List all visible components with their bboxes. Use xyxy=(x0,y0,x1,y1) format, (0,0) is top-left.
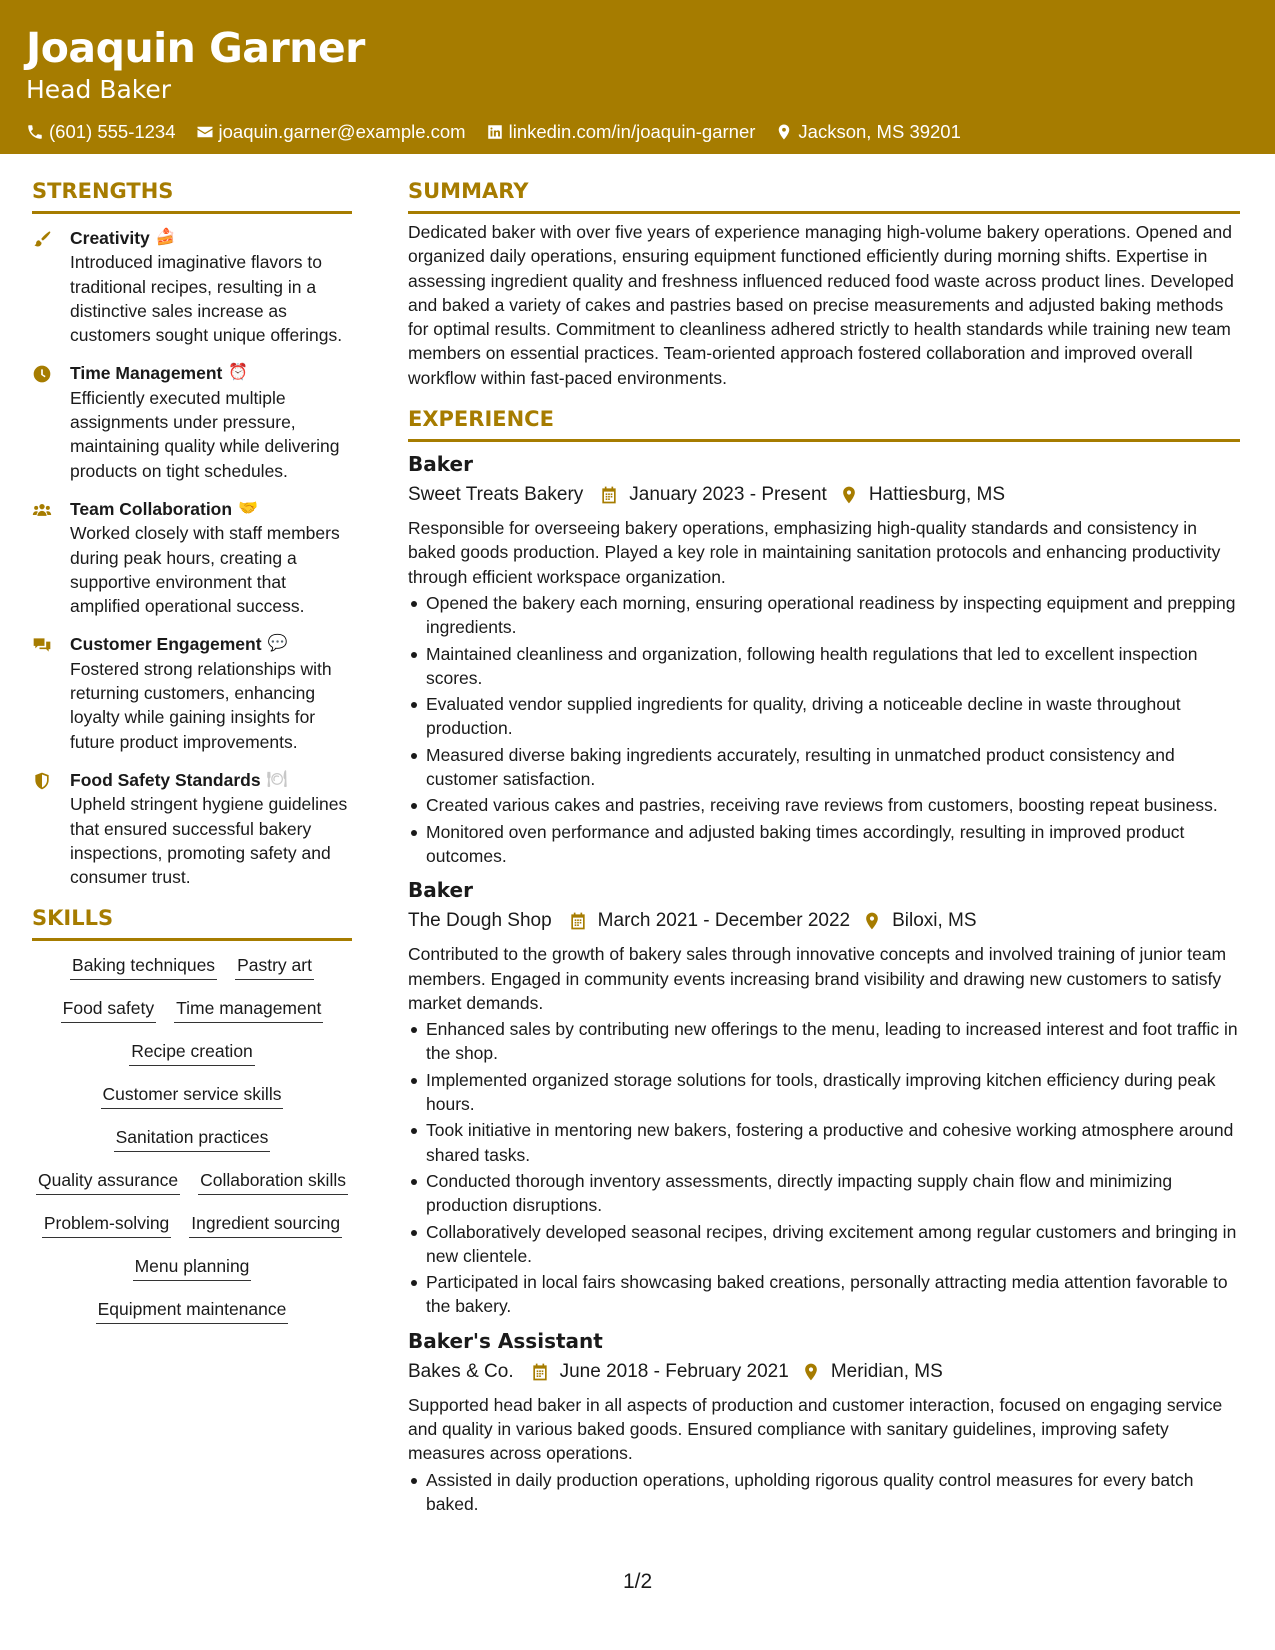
email-text: joaquin.garner@example.com xyxy=(218,121,466,142)
alarm-clock-emoji-icon: ⏰ xyxy=(228,364,249,382)
strength-title: Creativity xyxy=(70,228,150,248)
job-meta xyxy=(408,480,1240,510)
strength-title: Team Collaboration xyxy=(70,498,233,519)
calendar-icon xyxy=(530,1362,550,1382)
strengths-list xyxy=(32,226,352,889)
summary-heading: SUMMARY xyxy=(408,176,1240,214)
strength-title: Food Safety Standards xyxy=(70,769,261,790)
experience-heading: EXPERIENCE xyxy=(408,404,1240,442)
linkedin-text: linkedin.com/in/joaquin-garner xyxy=(508,121,756,142)
strength-item xyxy=(32,226,352,347)
job-entry xyxy=(408,1327,1240,1516)
job-location: Hattiesburg, MS xyxy=(868,484,1006,506)
job-entry xyxy=(408,450,1240,868)
job-location: Meridian, MS xyxy=(830,1360,943,1382)
skill-tag: Quality assurance xyxy=(36,1168,180,1195)
contact-email[interactable] xyxy=(196,120,466,144)
strength-title: Customer Engagement xyxy=(70,634,262,655)
list-item: Monitored oven performance and adjusted baking times accordingly, resulting in improved product outcomes. xyxy=(408,820,1240,869)
skill-tag: Equipment maintenance xyxy=(96,1297,289,1324)
candidate-name: Joaquin Garner xyxy=(26,24,365,72)
job-dates: June 2018 - February 2021 xyxy=(559,1360,789,1382)
job-description: Responsible for overseeing bakery operations, emphasizing high-quality standards and consistency in baked goods production. Played a key role in maintaining sanitation protocols and enhancing productivity through efficient workspace organization. xyxy=(408,518,1221,587)
skill-tag: Problem-solving xyxy=(42,1211,171,1238)
phone-icon xyxy=(26,123,44,141)
job-entry xyxy=(408,876,1240,1318)
summary-text: Dedicated baker with over five years of experience managing high-volume bakery operations. Opened and organized daily operations, ensuring equipment functioned efficiently during morning shifts. Expertise in assessing ingredient quality and freshness influenced reduced food waste across product lines. Developed and baked a variety of cakes and pastries based on precise measurements and adjusted baking methods for optimal results. Commitment to cleanliness adhered strictly to health standards while training new team members on essential practices. Team-oriented approach fostered collaboration and improved overall workflow within fast-paced environments. xyxy=(408,222,1234,388)
paintbrush-icon xyxy=(32,229,52,249)
job-description: Supported head baker in all aspects of production and customer interaction, focused on engaging service and quality in various baked goods. Ensured compliance with sanitary guidelines, improving safety measures across operations. xyxy=(408,1394,1223,1464)
list-item: Participated in local fairs showcasing baked creations, personally attracting media attention favorable to the bakery. xyxy=(408,1270,1240,1319)
job-company: Sweet Treats Bakery xyxy=(408,484,584,506)
job-company: The Dough Shop xyxy=(408,910,552,932)
job-title: Baker's Assistant xyxy=(408,1328,603,1353)
list-item: Took initiative in mentoring new bakers, fostering a productive and cohesive working atmosphere around shared tasks. xyxy=(408,1118,1240,1167)
candidate-role: Head Baker xyxy=(26,75,172,104)
strength-text: Worked closely with staff members during peak hours, creating a supportive environment that amplified operational success. xyxy=(70,523,340,617)
strength-item xyxy=(32,497,352,618)
list-item: Collaboratively developed seasonal recipes, driving excitement among regular customers and bringing in new clientele. xyxy=(408,1220,1240,1269)
job-dates: March 2021 - December 2022 xyxy=(597,910,851,932)
skills-heading: SKILLS xyxy=(32,903,352,941)
job-bullets xyxy=(408,1468,1240,1517)
location-text: Jackson, MS 39201 xyxy=(798,121,961,142)
list-item: Maintained cleanliness and organization, following health regulations that led to excellent inspection scores. xyxy=(408,642,1240,691)
job-description: Contributed to the growth of bakery sales through innovative concepts and involved training of junior team members. Engaged in community events increasing brand visibility and drawing new customers to satisfy market demands. xyxy=(408,944,1227,1013)
map-pin-icon xyxy=(862,911,882,931)
calendar-icon xyxy=(599,485,619,505)
speech-bubble-emoji-icon: 💬 xyxy=(267,635,288,653)
job-company: Bakes & Co. xyxy=(408,1360,514,1382)
job-bullets xyxy=(408,1017,1240,1319)
job-location: Biloxi, MS xyxy=(892,910,977,932)
strength-title: Time Management xyxy=(70,363,223,384)
contact-phone[interactable] xyxy=(26,120,176,144)
skill-tag: Pastry art xyxy=(235,953,314,980)
resume-header xyxy=(0,0,1275,154)
clock-icon xyxy=(32,364,52,384)
skill-tag: Time management xyxy=(174,996,323,1023)
strength-item xyxy=(32,361,352,482)
job-bullets xyxy=(408,591,1240,868)
map-pin-icon xyxy=(839,485,859,505)
contact-location xyxy=(775,120,960,144)
job-title: Baker xyxy=(408,452,473,477)
envelope-icon xyxy=(196,123,214,141)
skill-tag: Recipe creation xyxy=(129,1039,255,1066)
strength-item xyxy=(32,632,352,753)
strength-item xyxy=(32,768,352,889)
strengths-heading: STRENGTHS xyxy=(32,176,352,214)
right-column xyxy=(408,176,1240,1518)
job-meta xyxy=(408,1357,1240,1387)
job-title: Baker xyxy=(408,878,473,903)
skill-tag: Sanitation practices xyxy=(114,1125,271,1152)
list-item: Assisted in daily production operations, upholding rigorous quality control measures for every batch baked. xyxy=(408,1468,1240,1517)
list-item: Implemented organized storage solutions for tools, drastically improving kitchen efficiency during peak hours. xyxy=(408,1068,1240,1117)
contact-bar xyxy=(26,120,1249,144)
skill-tag: Collaboration skills xyxy=(198,1168,348,1195)
phone-text: (601) 555-1234 xyxy=(49,121,176,142)
linkedin-icon xyxy=(486,123,504,141)
list-item: Measured diverse baking ingredients accurately, resulting in unmatched product consistency and customer satisfaction. xyxy=(408,743,1240,792)
list-item: Enhanced sales by contributing new offerings to the menu, leading to increased interest and foot traffic in the shop. xyxy=(408,1017,1240,1066)
shield-icon xyxy=(32,771,52,791)
handshake-emoji-icon: 🤝 xyxy=(238,499,258,517)
page-number: 1/2 xyxy=(623,1570,653,1593)
comments-icon xyxy=(32,635,52,655)
map-pin-icon xyxy=(801,1362,821,1382)
strength-text: Fostered strong relationships with returning customers, enhancing loyalty while gaining insights for future product improvements. xyxy=(70,658,332,752)
skill-tag: Customer service skills xyxy=(101,1082,284,1109)
users-icon xyxy=(32,500,52,520)
strength-text: Introduced imaginative flavors to traditional recipes, resulting in a distinctive sales increase as customers sought unique offerings. xyxy=(70,252,343,346)
job-dates: January 2023 - Present xyxy=(629,484,827,506)
plate-emoji-icon: 🍽 xyxy=(266,770,287,788)
skill-tag: Ingredient sourcing xyxy=(189,1211,342,1238)
skill-tag: Baking techniques xyxy=(70,953,217,980)
strength-text: Upheld stringent hygiene guidelines that ensured successful bakery inspections, promoting safety and consumer trust. xyxy=(70,794,348,888)
left-column xyxy=(32,176,352,1324)
cake-emoji-icon: 🍰 xyxy=(155,229,176,246)
skill-tag: Food safety xyxy=(61,996,156,1023)
calendar-icon xyxy=(568,911,588,931)
list-item: Opened the bakery each morning, ensuring operational readiness by inspecting equipment and prepping ingredients. xyxy=(408,591,1240,640)
contact-linkedin[interactable] xyxy=(486,120,756,144)
list-item: Evaluated vendor supplied ingredients for quality, driving a noticeable decline in waste throughout production. xyxy=(408,692,1240,741)
list-item: Conducted thorough inventory assessments, directly impacting supply chain flow and minimizing production disruptions. xyxy=(408,1169,1240,1218)
skills-list xyxy=(32,953,352,1324)
skill-tag: Menu planning xyxy=(133,1254,252,1281)
strength-text: Efficiently executed multiple assignments under pressure, maintaining quality while delivering products on tight schedules. xyxy=(70,387,340,481)
map-pin-icon xyxy=(775,123,793,141)
list-item: Created various cakes and pastries, receiving rave reviews from customers, boosting repeat business. xyxy=(408,793,1240,817)
job-meta xyxy=(408,906,1240,936)
